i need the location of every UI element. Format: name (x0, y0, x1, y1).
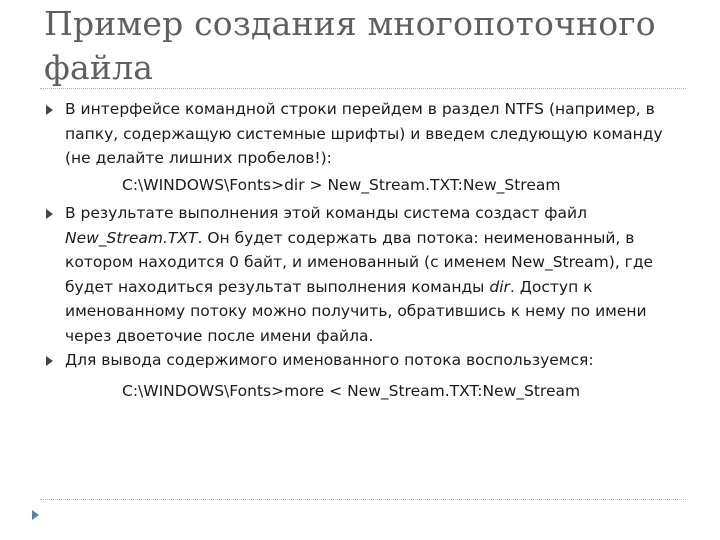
command-line-2: C:\WINDOWS\Fonts>more < New_Stream.TXT:New_Stream (122, 381, 581, 400)
command-line-1: C:\WINDOWS\Fonts>dir > New_Stream.TXT:New_Stream (122, 175, 561, 194)
triangle-bullet-icon (46, 105, 53, 115)
bullet-item-1 (44, 97, 690, 171)
bullet-2-text-part-2: . Он будет содержать два потока: неименованный, в котором находится 0 байт, и именованный (с именем New_Stream), где будет находиться результат выполнения команды (65, 228, 654, 296)
footer-divider (40, 499, 686, 500)
bullet-item-3 (44, 348, 690, 373)
bullet-3-text: Для вывода содержимого именованного потока воспользуемся: (65, 351, 594, 369)
bullet-2-text-part-3: . Доступ к именованному потоку можно получить, обратившись к нему по имени через двоеточие после имени файла. (65, 277, 647, 345)
triangle-bullet-icon (46, 209, 53, 219)
triangle-bullet-icon (46, 356, 53, 366)
bullet-2-text-part-1: В результате выполнения этой команды система создаст файл (65, 204, 587, 222)
dir-command-name: dir (489, 277, 510, 296)
bullet-item-2 (44, 201, 690, 348)
nav-arrow-icon[interactable] (29, 508, 43, 522)
new-stream-filename: New_Stream.TXT (65, 228, 198, 247)
slide-title: Пример создания многопоточного файла (44, 4, 656, 87)
title-divider (40, 88, 686, 89)
slide-content (44, 97, 690, 407)
bullet-1-text: В интерфейсе командной строки перейдем в раздел NTFS (например, в папку, содержащую системные шрифты) и введем следующую команду (не делайте лишних пробелов!): (65, 100, 663, 167)
